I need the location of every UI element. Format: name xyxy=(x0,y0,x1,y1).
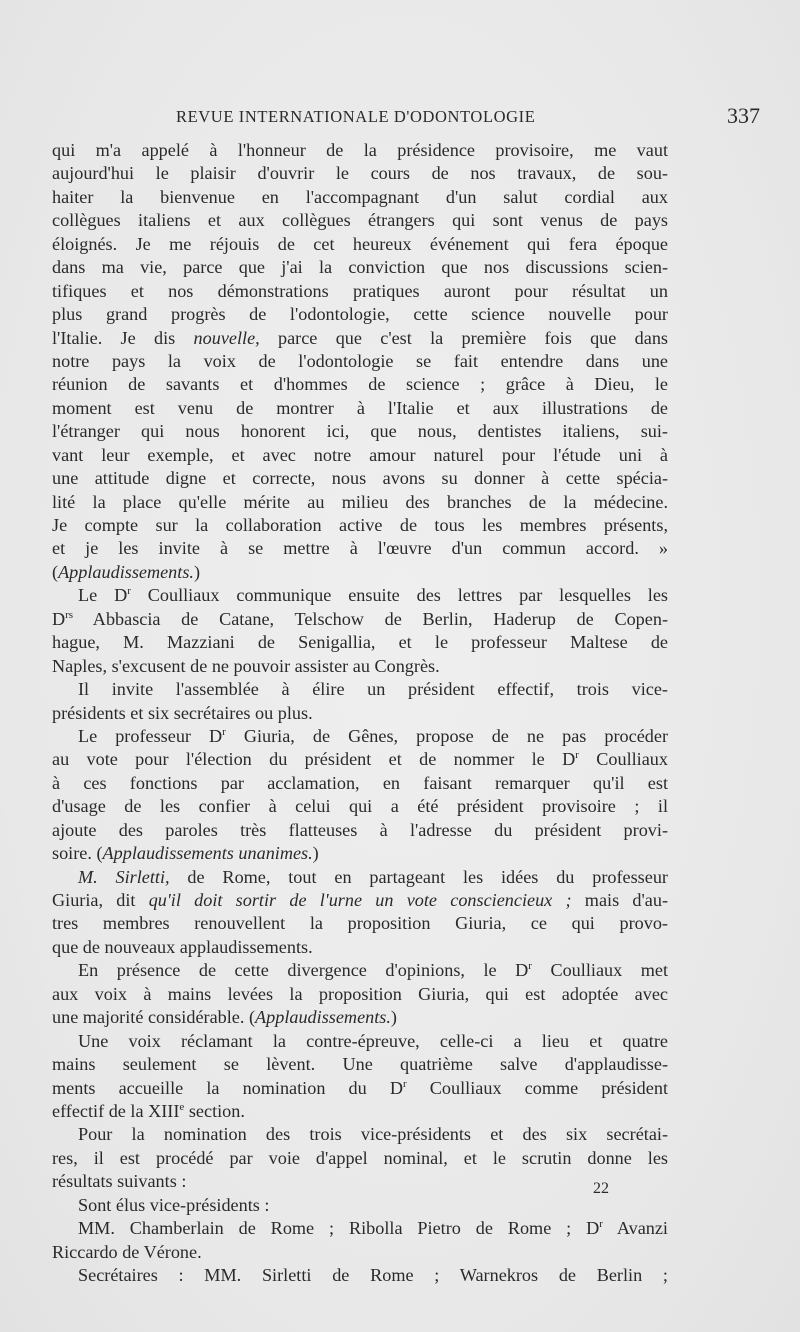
italic-run: Applaudissements unanimes. xyxy=(102,843,313,864)
italic-run: Applaudissements. xyxy=(255,1007,391,1028)
text-run: ments accueille la nomination du D xyxy=(52,1077,403,1098)
italic-run: Applaudissements. xyxy=(58,561,194,582)
text-line: aux voix à mains levées la proposition Giuria, qui est adoptée avec xyxy=(52,983,668,1004)
text-line xyxy=(52,1217,668,1240)
running-head xyxy=(52,103,760,131)
text-line: haiter la bienvenue en l'accompagnant d'un salut cordial aux xyxy=(52,186,668,207)
text-line: l'étranger qui nous honorent ici, que nous, dentistes italiens, sui- xyxy=(52,421,668,442)
text-line: une attitude digne et correcte, nous avons su donner à cette spécia- xyxy=(52,468,668,489)
text-run: Le professeur D xyxy=(78,725,223,746)
text-line xyxy=(52,959,668,982)
text-line: éloignés. Je me réjouis de cet heureux événement qui fera époque xyxy=(52,233,668,254)
running-title: REVUE INTERNATIONALE D'ODONTOLOGIE xyxy=(176,107,536,126)
superscript: r xyxy=(403,1077,407,1090)
text-run: section. xyxy=(184,1100,245,1121)
signature-mark: 22 xyxy=(593,1180,609,1197)
text-run: Abbascia de Catane, Telschow de Berlin, Haderup de Copen- xyxy=(73,608,668,629)
text-run: Avanzi xyxy=(602,1218,668,1239)
text-run: ) xyxy=(390,1007,397,1028)
text-line: Je compte sur la collaboration active de tous les membres présents, xyxy=(52,515,668,535)
text-line: Secrétaires : MM. Sirletti de Rome ; Warnekros de Berlin ; xyxy=(78,1265,668,1285)
page-number: 337 xyxy=(727,103,760,128)
text-run: MM. Chamberlain de Rome ; Ribolla Pietro de Rome ; D xyxy=(78,1218,600,1239)
text-run: Le D xyxy=(78,585,128,606)
text-line: tres membres renouvellent la proposition Giuria, ce qui provo- xyxy=(52,913,668,934)
text-run: ) xyxy=(312,843,319,864)
text-run: effectif de la XIII xyxy=(52,1100,180,1121)
text-run: Coulliaux xyxy=(578,749,668,770)
text-line: moment est venu de montrer à l'Italie et aux illustrations de xyxy=(52,397,668,418)
superscript: r xyxy=(222,725,226,738)
text-line: mains seulement se lèvent. Une quatrième salve d'applaudisse- xyxy=(52,1054,668,1075)
text-line xyxy=(52,842,668,865)
text-line: que de nouveaux applaudissements. xyxy=(52,936,313,957)
superscript: rs xyxy=(65,608,74,621)
text-line: d'usage de les confier à celui qui a été président provisoire ; il xyxy=(52,796,668,817)
text-line: réunion de savants et d'hommes de science ; grâce à Dieu, le xyxy=(52,374,668,395)
text-line: qui m'a appelé à l'honneur de la présidence provisoire, me vaut xyxy=(52,140,668,160)
superscript: r xyxy=(127,585,131,598)
text-run: l'Italie. Je dis xyxy=(52,327,194,348)
text-line: Naples, s'excusent de ne pouvoir assister au Congrès. xyxy=(52,655,440,676)
text-run: ) xyxy=(193,561,201,582)
text-run: En présence de cette divergence d'opinions, le D xyxy=(78,960,529,981)
text-line xyxy=(52,1077,668,1100)
text-line xyxy=(52,725,668,748)
text-run: ( xyxy=(52,561,59,582)
text-run: une majorité considérable. ( xyxy=(52,1007,256,1028)
text-line: plus grand progrès de l'odontologie, cette science nouvelle pour xyxy=(52,304,668,325)
text-line: résultats suivants : xyxy=(52,1171,187,1192)
text-line: aujourd'hui le plaisir d'ouvrir le cours de nos travaux, de sou- xyxy=(52,163,668,184)
text-line: Riccardo de Vérone. xyxy=(52,1241,202,1262)
superscript: r xyxy=(528,960,532,973)
text-line: ajoute des paroles très flatteuses à l'adresse du président provi- xyxy=(52,819,668,840)
text-run: Giuria, de Gênes, propose de ne pas procéder xyxy=(225,725,668,746)
text-line: Il invite l'assemblée à élire un président effectif, trois vice- xyxy=(78,679,668,700)
text-run: Coulliaux comme président xyxy=(406,1077,668,1098)
text-line: hague, M. Mazziani de Senigallia, et le professeur Maltese de xyxy=(52,632,668,653)
text-line xyxy=(52,608,668,631)
italic-run: M. Sirletti, xyxy=(78,866,170,887)
text-line: lité la place qu'elle mérite au milieu des branches de la médecine. xyxy=(52,491,668,512)
text-run: soire. ( xyxy=(52,843,103,864)
text-line: Sont élus vice-présidents : xyxy=(78,1194,270,1215)
text-line: Une voix réclamant la contre-épreuve, celle-ci a lieu et quatre xyxy=(78,1030,668,1051)
text-run: de Rome, tout en partageant les idées du professeur xyxy=(169,866,668,887)
text-line: présidents et six secrétaires ou plus. xyxy=(52,702,313,723)
text-line xyxy=(52,748,668,771)
text-line xyxy=(52,1100,668,1123)
text-line xyxy=(52,561,668,584)
text-line xyxy=(52,866,668,889)
text-line: res, il est procédé par voie d'appel nominal, et le scrutin donne les xyxy=(52,1147,668,1168)
text-run: mais d'au- xyxy=(571,890,668,910)
text-line: à ces fonctions par acclamation, en faisant remarquer qu'il est xyxy=(52,772,668,793)
text-line: dans ma vie, parce que j'ai la conviction que nos discussions scien- xyxy=(52,257,668,278)
superscript: r xyxy=(575,749,579,762)
text-line: collègues italiens et aux collègues étrangers qui sont venus de pays xyxy=(52,210,668,231)
superscript: e xyxy=(179,1100,185,1113)
text-run: au vote pour l'élection du président et de nommer le D xyxy=(52,749,576,770)
text-run: Giuria, dit xyxy=(52,890,149,910)
italic-run: qu'il doit sortir de l'urne un vote consciencieux ; xyxy=(148,890,572,910)
text-run: parce que c'est la première fois que dans xyxy=(259,327,668,348)
text-line: Pour la nomination des trois vice-présidents et des six secrétai- xyxy=(78,1124,668,1145)
text-line: tifiques et nos démonstrations pratiques auront pour résultat un xyxy=(52,280,668,301)
text-run: D xyxy=(52,608,66,629)
text-line: notre pays la voix de l'odontologie se fait entendre dans une xyxy=(52,350,668,371)
italic-run: nouvelle, xyxy=(193,327,260,348)
body-text xyxy=(52,139,668,1287)
text-line: et je les invite à se mettre à l'œuvre d'un commun accord. » xyxy=(52,538,668,559)
text-line xyxy=(52,327,668,350)
text-run: Coulliaux communique ensuite des lettres par lesquelles les xyxy=(130,585,668,606)
text-line xyxy=(52,889,668,912)
text-line xyxy=(52,1006,668,1029)
text-run: Coulliaux met xyxy=(531,960,668,981)
text-line xyxy=(52,584,668,607)
text-line: vant leur exemple, et avec notre amour naturel pour l'étude uni à xyxy=(52,444,668,465)
superscript: r xyxy=(599,1218,603,1231)
